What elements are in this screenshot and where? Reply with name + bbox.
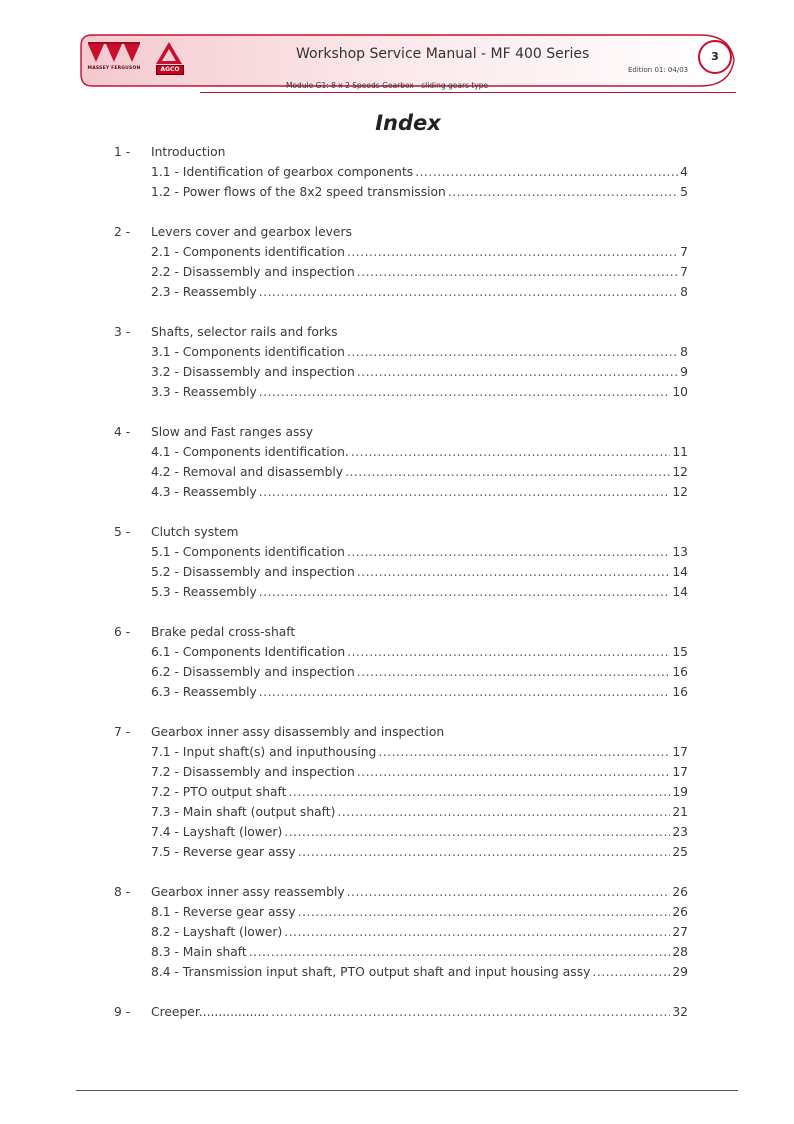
toc-item-row bbox=[0, 463, 794, 481]
toc-page-number: 16 bbox=[672, 685, 688, 699]
toc-section-title: Clutch system bbox=[151, 525, 239, 539]
toc-dot-leader bbox=[351, 443, 671, 461]
massey-ferguson-wordmark: MASSEY FERGUSON bbox=[87, 66, 141, 71]
toc-section-title: Slow and Fast ranges assy bbox=[151, 425, 314, 439]
toc-page-number: 5 bbox=[680, 185, 688, 199]
toc-dot-leader bbox=[415, 163, 678, 181]
toc-item-row bbox=[0, 823, 794, 841]
toc-dot-leader bbox=[298, 843, 671, 861]
toc-dot-leader bbox=[298, 903, 671, 921]
toc-item-row bbox=[0, 183, 794, 201]
toc-item-label: 1.2 - Power flows of the 8x2 speed transmission bbox=[151, 185, 446, 199]
toc-page-number: 8 bbox=[680, 345, 688, 359]
footer-divider bbox=[76, 1090, 738, 1091]
toc-section-title: Creeper.................. bbox=[151, 1005, 270, 1019]
toc-item-entry bbox=[151, 943, 688, 961]
toc-section-title: Gearbox inner assy reassembly bbox=[151, 885, 345, 899]
toc-item-label: 4.2 - Removal and disassembly bbox=[151, 465, 344, 479]
toc-page-number: 10 bbox=[672, 385, 688, 399]
toc-item-label: 5.1 - Components identification bbox=[151, 545, 345, 559]
toc-page-number: 4 bbox=[680, 165, 688, 179]
toc-item-entry bbox=[151, 643, 688, 661]
toc-section-title: Brake pedal cross-shaft bbox=[151, 625, 296, 639]
toc-item-label: 6.1 - Components Identification bbox=[151, 645, 346, 659]
toc-page-number: 17 bbox=[672, 745, 688, 759]
toc-item-entry bbox=[151, 843, 688, 861]
toc-item-label: 6.3 - Reassembly bbox=[151, 685, 257, 699]
toc-item-label: 7.3 - Main shaft (output shaft) bbox=[151, 805, 336, 819]
toc-page-number: 17 bbox=[672, 765, 688, 779]
toc-dot-leader bbox=[347, 243, 678, 261]
toc-item-label: 7.1 - Input shaft(s) and inputhousing bbox=[151, 745, 377, 759]
page-number-badge: 3 bbox=[698, 40, 732, 74]
toc-dot-leader bbox=[357, 763, 671, 781]
toc-item-row bbox=[0, 943, 794, 961]
toc-dot-leader bbox=[271, 1003, 670, 1021]
toc-item-entry bbox=[151, 383, 688, 401]
toc-section-entry bbox=[151, 1003, 688, 1021]
toc-item-label: 2.3 - Reassembly bbox=[151, 285, 257, 299]
toc-section-row bbox=[0, 323, 794, 341]
toc-item-entry bbox=[151, 683, 688, 701]
toc-page-number: 13 bbox=[672, 545, 688, 559]
toc-page-number: 14 bbox=[672, 585, 688, 599]
module-subtitle: Module G1: 8 x 2 Speeds Gearbox - sliding gears type bbox=[286, 81, 489, 90]
toc-item-entry bbox=[151, 963, 688, 981]
toc-section-row bbox=[0, 423, 794, 441]
toc-item-entry bbox=[151, 803, 688, 821]
toc-section-number: 9 - bbox=[114, 1005, 131, 1019]
toc-dot-leader bbox=[378, 743, 670, 761]
toc-section-title: Levers cover and gearbox levers bbox=[151, 225, 352, 239]
toc-section-number: 3 - bbox=[114, 325, 131, 339]
toc-item-label: 8.4 - Transmission input shaft, PTO output shaft and input housing assy bbox=[151, 965, 591, 979]
toc-item-entry bbox=[151, 463, 688, 481]
toc-dot-leader bbox=[357, 263, 678, 281]
agco-wordmark: AGCO bbox=[156, 65, 184, 75]
toc-item-entry bbox=[151, 543, 688, 561]
toc-section-number: 6 - bbox=[114, 625, 131, 639]
toc-item-row bbox=[0, 903, 794, 921]
toc-item-row bbox=[0, 843, 794, 861]
toc-item-entry bbox=[151, 163, 688, 181]
toc-section-title: Shafts, selector rails and forks bbox=[151, 325, 338, 339]
toc-item-label: 6.2 - Disassembly and inspection bbox=[151, 665, 355, 679]
toc-item-entry bbox=[151, 363, 688, 381]
toc-dot-leader bbox=[249, 943, 671, 961]
toc-dot-leader bbox=[259, 483, 671, 501]
toc-dot-leader bbox=[357, 363, 678, 381]
toc-item-entry bbox=[151, 283, 688, 301]
toc-item-label: 3.1 - Components identification bbox=[151, 345, 345, 359]
toc-page-number: 11 bbox=[672, 445, 688, 459]
toc-item-label: 4.1 - Components identification. bbox=[151, 445, 349, 459]
toc-page-number: 26 bbox=[672, 905, 688, 919]
toc-dot-leader bbox=[284, 823, 670, 841]
toc-dot-leader bbox=[357, 663, 671, 681]
toc-item-label: 5.3 - Reassembly bbox=[151, 585, 257, 599]
toc-page-number: 27 bbox=[672, 925, 688, 939]
page-title: Index bbox=[375, 111, 441, 135]
toc-section-title: Gearbox inner assy disassembly and inspection bbox=[151, 725, 445, 739]
toc-item-label: 3.3 - Reassembly bbox=[151, 385, 257, 399]
header-divider bbox=[200, 92, 736, 93]
toc-dot-leader bbox=[357, 563, 671, 581]
toc-item-entry bbox=[151, 923, 688, 941]
toc-item-entry bbox=[151, 183, 688, 201]
toc-dot-leader bbox=[259, 383, 671, 401]
toc-item-entry bbox=[151, 783, 688, 801]
toc-item-row bbox=[0, 783, 794, 801]
toc-item-label: 8.3 - Main shaft bbox=[151, 945, 247, 959]
toc-item-row bbox=[0, 383, 794, 401]
toc-dot-leader bbox=[448, 183, 678, 201]
toc-page-number: 23 bbox=[672, 825, 688, 839]
toc-item-entry bbox=[151, 243, 688, 261]
toc-item-row bbox=[0, 543, 794, 561]
toc-section-row bbox=[0, 523, 794, 541]
manual-title: Workshop Service Manual - MF 400 Series bbox=[296, 46, 590, 62]
toc-item-row bbox=[0, 663, 794, 681]
toc-page-number: 29 bbox=[672, 965, 688, 979]
massey-ferguson-logo bbox=[86, 40, 142, 78]
toc-dot-leader bbox=[347, 643, 670, 661]
toc-item-entry bbox=[151, 263, 688, 281]
toc-item-entry bbox=[151, 823, 688, 841]
toc-item-entry bbox=[151, 563, 688, 581]
toc-item-row bbox=[0, 803, 794, 821]
toc-item-row bbox=[0, 763, 794, 781]
toc-item-label: 5.2 - Disassembly and inspection bbox=[151, 565, 355, 579]
toc-section-number: 4 - bbox=[114, 425, 131, 439]
toc-item-row bbox=[0, 363, 794, 381]
toc-page-number: 12 bbox=[672, 485, 688, 499]
toc-section-title: Introduction bbox=[151, 145, 226, 159]
edition-label: Edition 01: 04/03 bbox=[628, 66, 689, 74]
toc-section-number: 2 - bbox=[114, 225, 131, 239]
toc-item-label: 1.1 - Identification of gearbox components bbox=[151, 165, 414, 179]
toc-item-row bbox=[0, 343, 794, 361]
toc-section-row bbox=[0, 623, 794, 641]
toc-section-row bbox=[0, 723, 794, 741]
toc-item-entry bbox=[151, 663, 688, 681]
toc-item-row bbox=[0, 643, 794, 661]
toc-item-label: 4.3 - Reassembly bbox=[151, 485, 257, 499]
toc-item-entry bbox=[151, 343, 688, 361]
toc-section-number: 8 - bbox=[114, 885, 131, 899]
toc-item-label: 8.2 - Layshaft (lower) bbox=[151, 925, 283, 939]
toc-dot-leader bbox=[345, 463, 670, 481]
toc-section-number: 5 - bbox=[114, 525, 131, 539]
toc-page-number: 15 bbox=[672, 645, 688, 659]
toc-dot-leader bbox=[592, 963, 670, 981]
toc-item-row bbox=[0, 683, 794, 701]
toc-item-entry bbox=[151, 743, 688, 761]
toc-item-label: 3.2 - Disassembly and inspection bbox=[151, 365, 355, 379]
toc-item-entry bbox=[151, 583, 688, 601]
toc-section-number: 7 - bbox=[114, 725, 131, 739]
toc-item-label: 2.1 - Components identification bbox=[151, 245, 345, 259]
toc-section-number: 1 - bbox=[114, 145, 131, 159]
toc-page-number: 19 bbox=[672, 785, 688, 799]
toc-item-row bbox=[0, 443, 794, 461]
toc-item-row bbox=[0, 283, 794, 301]
toc-item-row bbox=[0, 743, 794, 761]
toc-page-number: 8 bbox=[680, 285, 688, 299]
toc-page-number: 32 bbox=[672, 1005, 688, 1019]
toc-item-row bbox=[0, 923, 794, 941]
toc-item-entry bbox=[151, 443, 688, 461]
toc-dot-leader bbox=[284, 923, 670, 941]
toc-page-number: 12 bbox=[672, 465, 688, 479]
toc-dot-leader bbox=[337, 803, 670, 821]
toc-item-entry bbox=[151, 483, 688, 501]
toc-item-label: 2.2 - Disassembly and inspection bbox=[151, 265, 355, 279]
toc-dot-leader bbox=[259, 683, 671, 701]
toc-dot-leader bbox=[347, 343, 678, 361]
toc-section-row bbox=[0, 883, 794, 901]
toc-page-number: 16 bbox=[672, 665, 688, 679]
toc-dot-leader bbox=[288, 783, 670, 801]
page-header bbox=[80, 34, 736, 88]
toc-dot-leader bbox=[259, 283, 678, 301]
toc-dot-leader bbox=[259, 583, 671, 601]
toc-item-label: 7.2 - Disassembly and inspection bbox=[151, 765, 355, 779]
toc-item-entry bbox=[151, 903, 688, 921]
toc-page-number: 25 bbox=[672, 845, 688, 859]
toc-page-number: 21 bbox=[672, 805, 688, 819]
toc-item-row bbox=[0, 263, 794, 281]
toc-dot-leader bbox=[347, 883, 671, 901]
toc-page-number: 7 bbox=[680, 245, 688, 259]
toc-item-label: 8.1 - Reverse gear assy bbox=[151, 905, 296, 919]
toc-item-row bbox=[0, 963, 794, 981]
toc-section-row bbox=[0, 1003, 794, 1021]
toc-page-number: 7 bbox=[680, 265, 688, 279]
toc-item-row bbox=[0, 563, 794, 581]
toc-page-number: 28 bbox=[672, 945, 688, 959]
toc-item-row bbox=[0, 483, 794, 501]
toc-item-row bbox=[0, 583, 794, 601]
toc-section-entry bbox=[151, 883, 688, 901]
toc-page-number: 26 bbox=[672, 885, 688, 899]
toc-item-label: 7.5 - Reverse gear assy bbox=[151, 845, 296, 859]
toc-item-row bbox=[0, 163, 794, 181]
toc-dot-leader bbox=[347, 543, 670, 561]
toc-item-label: 7.4 - Layshaft (lower) bbox=[151, 825, 283, 839]
toc-page-number: 14 bbox=[672, 565, 688, 579]
toc-section-row bbox=[0, 223, 794, 241]
toc-item-row bbox=[0, 243, 794, 261]
toc-item-entry bbox=[151, 763, 688, 781]
toc-page-number: 9 bbox=[680, 365, 688, 379]
toc-item-label: 7.2 - PTO output shaft bbox=[151, 785, 287, 799]
toc-section-row bbox=[0, 143, 794, 161]
